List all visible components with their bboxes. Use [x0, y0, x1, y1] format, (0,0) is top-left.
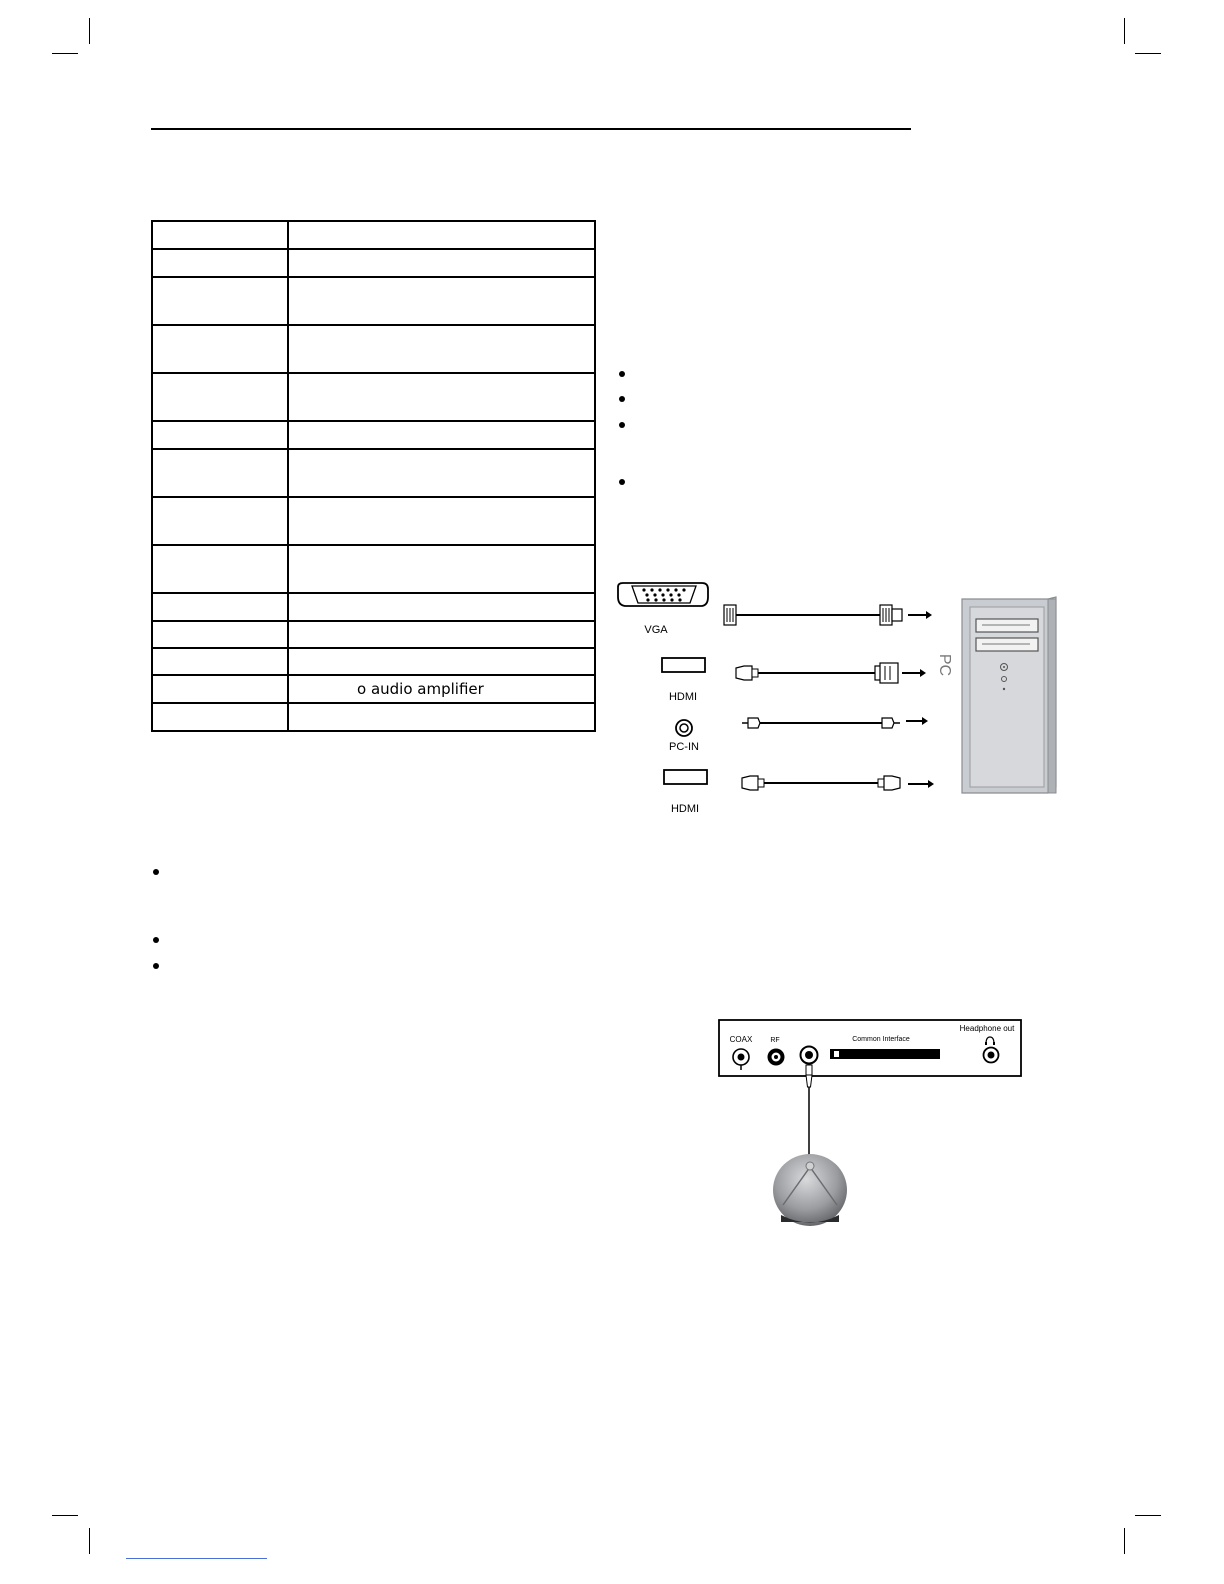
- crop-mark: [1135, 53, 1161, 54]
- table-row: [152, 277, 595, 325]
- footer-link-underline: [126, 1558, 267, 1559]
- bullet-point: [619, 371, 625, 377]
- table-row: [152, 325, 595, 373]
- rf-port-icon: [768, 1049, 785, 1066]
- audio-cable-icon: [742, 717, 928, 728]
- speaker-cable-icon: [806, 1065, 812, 1155]
- table-row: [152, 221, 595, 249]
- panel-headphone-diagram: [715, 1015, 1027, 1225]
- bullet-point: [153, 963, 159, 969]
- crop-mark: [1124, 1528, 1125, 1554]
- table-row: [152, 249, 595, 277]
- speaker-icon: [773, 1154, 847, 1226]
- bullet-point: [619, 479, 625, 485]
- crop-mark: [52, 53, 78, 54]
- table-row: [152, 703, 595, 731]
- crop-mark: [89, 1528, 90, 1554]
- bullet-point: [153, 937, 159, 943]
- coax-label: COAX: [729, 1035, 753, 1044]
- table-row: [152, 421, 595, 449]
- common-interface-slot: [830, 1049, 940, 1059]
- audio-jack-icon: [801, 1047, 818, 1064]
- bullet-point: [619, 422, 625, 428]
- hdmi-label: HDMI: [670, 803, 700, 815]
- hdmi-label: HDMI: [668, 691, 698, 703]
- common-interface-label: Common Interface: [852, 1036, 910, 1043]
- table-row: [152, 449, 595, 497]
- crop-mark: [1124, 18, 1125, 44]
- bullet-point: [619, 396, 625, 402]
- rf-label: RF: [770, 1037, 780, 1044]
- vga-cable-icon: [724, 605, 932, 625]
- hdmi-port-icon: [662, 658, 705, 672]
- table-row: [152, 545, 595, 593]
- crop-mark: [52, 1515, 78, 1516]
- bullet-point: [153, 869, 159, 875]
- crop-mark: [1135, 1515, 1161, 1516]
- hdmi-dvi-cable-icon: [736, 663, 926, 683]
- headphone-port-icon: [984, 1048, 999, 1063]
- pc-label: PC: [936, 653, 953, 677]
- hdmi-cable-icon: [742, 776, 934, 790]
- pc-connection-diagram: [610, 575, 1070, 820]
- table-row: [152, 621, 595, 648]
- header-rule: [151, 128, 911, 130]
- pc-in-label: PC-IN: [669, 741, 699, 753]
- connection-table: [151, 220, 596, 732]
- table-row: [152, 373, 595, 421]
- vga-port-icon: [618, 583, 708, 606]
- vga-label: VGA: [644, 624, 668, 636]
- crop-mark: [89, 18, 90, 44]
- hdmi-port-icon: [664, 770, 707, 784]
- headphone-out-label: Headphone out: [959, 1024, 1015, 1033]
- table-row: [152, 593, 595, 621]
- table-row: [152, 497, 595, 545]
- table-row: o audio amplifier: [152, 675, 595, 703]
- pc-in-jack-icon: [676, 720, 692, 736]
- pc-tower-icon: [962, 597, 1056, 793]
- table-row: [152, 648, 595, 675]
